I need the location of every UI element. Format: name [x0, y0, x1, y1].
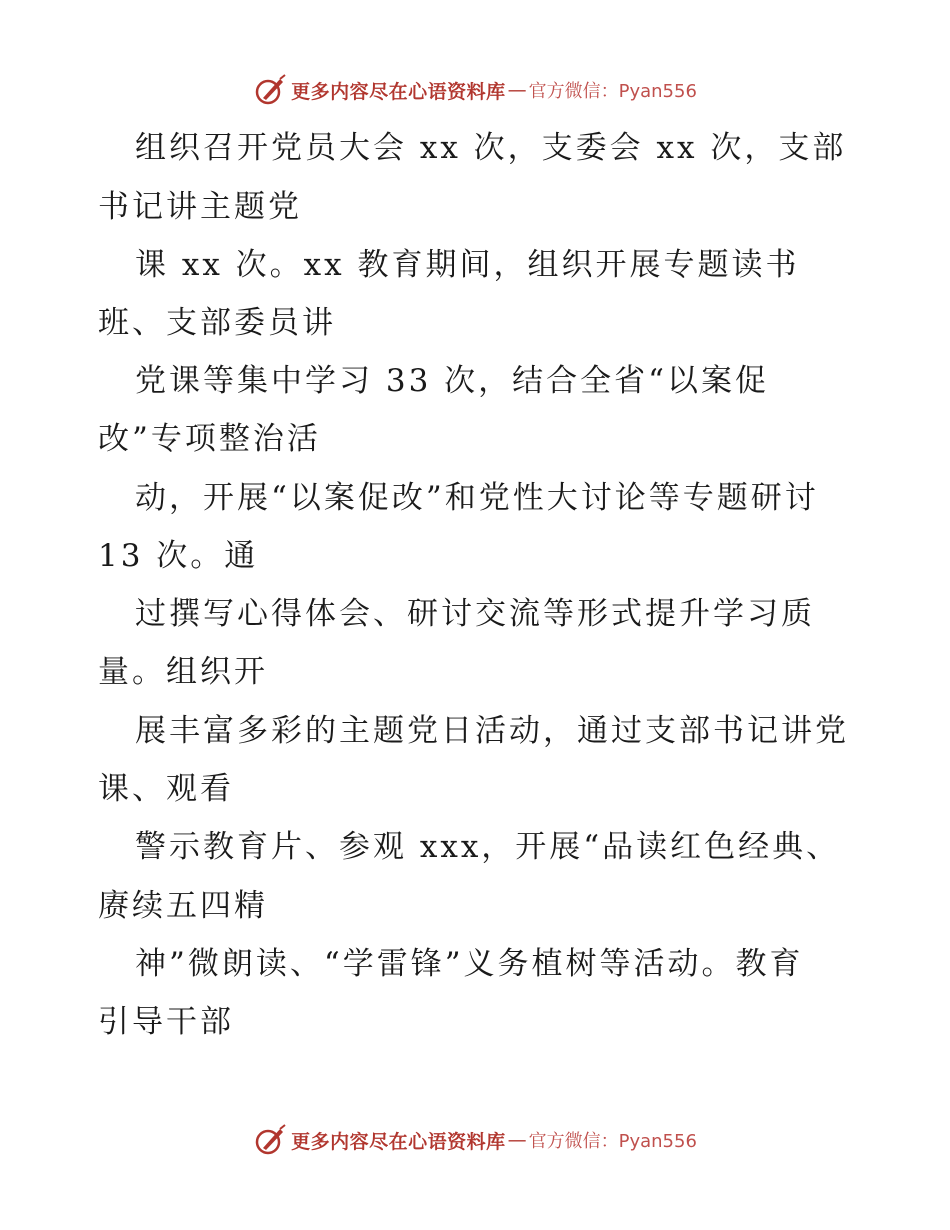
header-wechat-text: 官方微信：Pyan556 [528, 81, 697, 102]
body-line: 赓续五四精 [98, 888, 268, 924]
body-line: 量。组织开 [98, 654, 268, 690]
header-brand-text: 更多内容尽在心语资料库 [291, 80, 506, 103]
body-line: 13 次。通 [98, 538, 259, 574]
footer-separator: — [507, 1129, 527, 1151]
quill-pen-logo-icon [253, 73, 287, 107]
quill-pen-logo-icon [253, 1123, 287, 1157]
footer-banner [0, 1120, 950, 1160]
body-line: 组织召开党员大会 xx 次，支委会 xx 次，支部 [135, 130, 847, 166]
body-line: 神”微朗读、“学雷锋”义务植树等活动。教育 [135, 946, 804, 982]
header-separator: — [507, 79, 527, 101]
body-line: 班、支部委员讲 [98, 305, 336, 341]
body-line: 动，开展“以案促改”和党性大讨论等专题研讨 [135, 480, 819, 516]
body-line: 书记讲主题党 [98, 189, 302, 225]
body-line: 改”专项整治活 [98, 421, 321, 457]
footer-wechat-text: 官方微信：Pyan556 [528, 1131, 697, 1152]
body-line: 引导干部 [98, 1004, 234, 1040]
body-line: 党课等集中学习 33 次，结合全省“以案促 [135, 363, 770, 399]
body-line: 课 xx 次。xx 教育期间，组织开展专题读书 [135, 247, 800, 283]
body-line: 展丰富多彩的主题党日活动，通过支部书记讲党 [135, 713, 849, 749]
header-banner [0, 70, 950, 110]
footer-brand-text: 更多内容尽在心语资料库 [291, 1130, 506, 1153]
body-line: 过撰写心得体会、研讨交流等形式提升学习质 [135, 596, 815, 632]
body-line: 课、观看 [98, 771, 234, 807]
body-line: 警示教育片、参观 xxx，开展“品读红色经典、 [135, 829, 841, 865]
